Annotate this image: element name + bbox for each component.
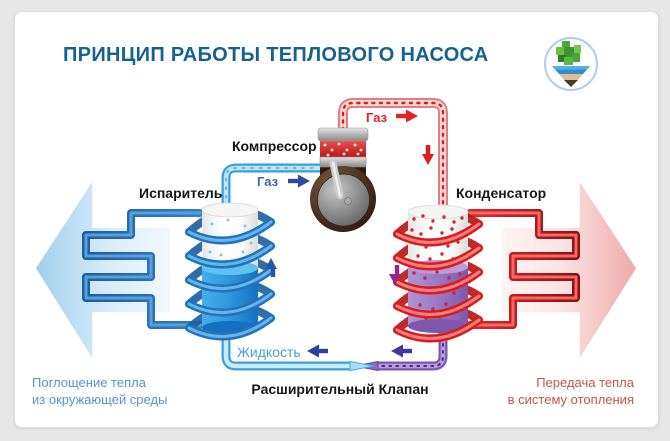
condenser-label: Конденсатор — [456, 185, 547, 201]
cold-serpentine-pipe — [86, 213, 200, 325]
gas-cold-label: Газ — [257, 174, 279, 189]
gas-hot-right-arrow-icon — [396, 110, 418, 123]
heat-transfer-caption — [508, 375, 634, 408]
hot-serpentine-pipe — [470, 213, 576, 325]
heat-absorption-caption-line1: Поглощение тепла — [32, 375, 146, 390]
heat-absorption-caption-line2: из окружающей среды — [32, 391, 168, 407]
compressor — [310, 128, 376, 232]
condenser-tank — [397, 205, 479, 338]
liquid-left-arrow-blue-icon — [307, 345, 328, 358]
liquid-label: Жидкость — [237, 344, 301, 360]
liquid-left-arrow-purple-icon — [391, 345, 412, 358]
gas-cold-right-arrow-icon — [288, 175, 310, 188]
evaporator-tank — [189, 203, 271, 336]
heat-transfer-caption-line2: в систему отопления — [507, 391, 634, 407]
heat-transfer-caption-line1: Передача тепла — [536, 375, 634, 390]
expansion-valve-label: Расширительный Клапан — [251, 381, 429, 397]
page-title: ПРИНЦИП РАБОТЫ ТЕПЛОВОГО НАСОСА — [63, 44, 489, 66]
gas-hot-label: Газ — [366, 110, 388, 125]
gas-hot-down-arrow-icon — [422, 145, 434, 165]
eco-tree-logo-icon — [543, 36, 599, 92]
evaporator-label: Испаритель — [139, 185, 223, 201]
heat-absorption-caption — [32, 375, 167, 408]
compressor-label: Компрессор — [232, 138, 317, 154]
